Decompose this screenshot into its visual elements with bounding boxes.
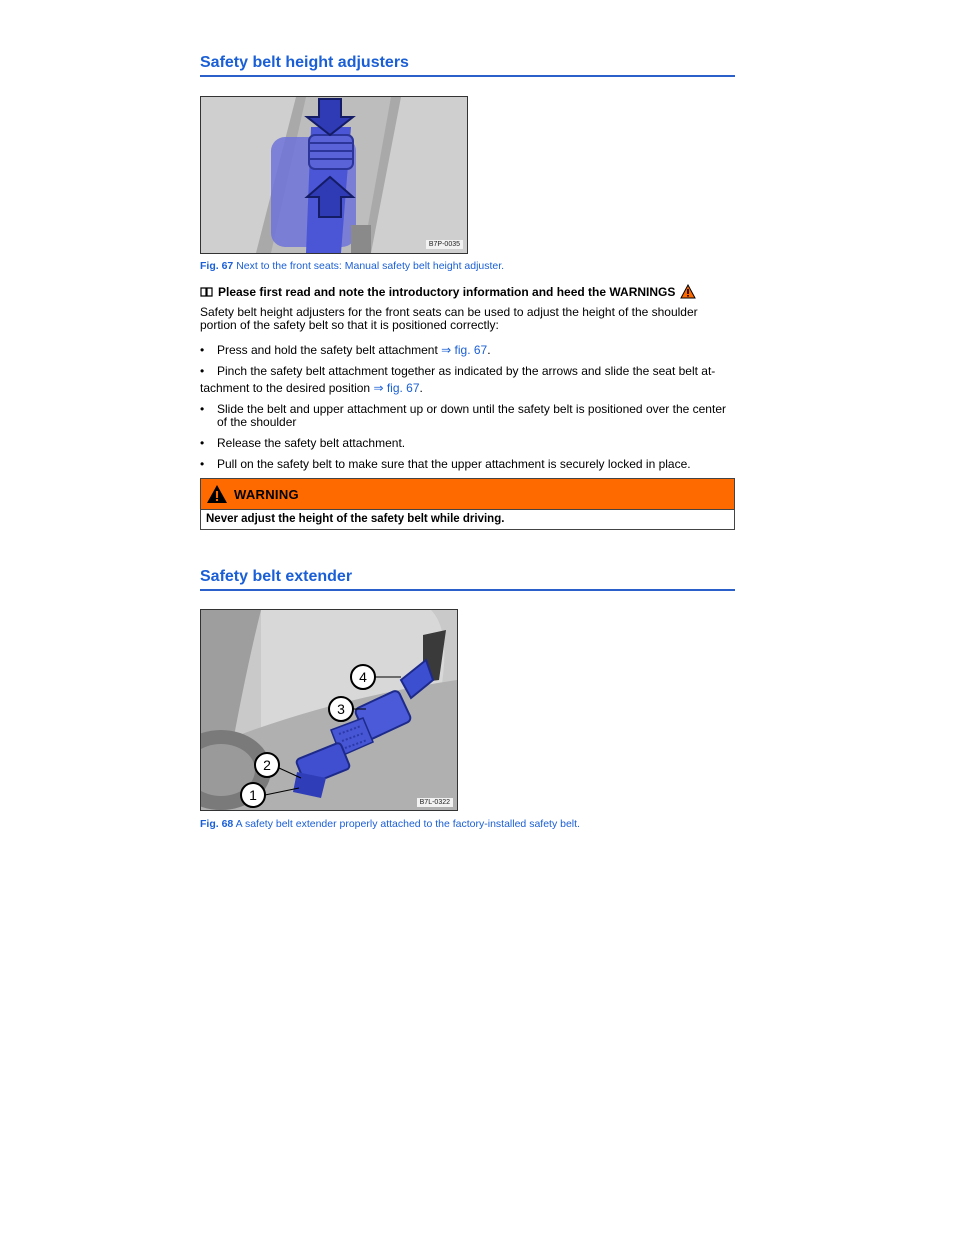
caption-label: Fig. 67: [200, 260, 234, 272]
list-item: • Pull on the safety belt to make sure that the upper attachment is securely locked in place.: [200, 458, 735, 471]
callout-2: 2: [263, 757, 271, 773]
instruction-list: [200, 344, 735, 479]
section-title-height-adjusters: Safety belt height adjusters: [200, 54, 735, 77]
book-icon: [200, 287, 213, 297]
caption-label: Fig. 68: [200, 818, 234, 830]
list-item: • Release the safety belt attachment.: [200, 437, 735, 450]
fig-link[interactable]: ⇒ fig. 67: [441, 343, 488, 357]
list-item: • Pinch the safety belt attachment together as indicated by the arrows and slide the seat belt at-: [200, 365, 735, 378]
intro-paragraph: Safety belt height adjusters for the front seats can be used to adjust the height of the shoulder portion of the safety belt so that it is positioned correctly:: [200, 305, 698, 332]
section-title-belt-extender: Safety belt extender: [200, 568, 735, 591]
figure-67-caption: [200, 260, 504, 272]
intro-text: Please first read and note the introductory information and heed the WARNINGS: [218, 284, 676, 299]
height-adjuster-illustration: [201, 97, 467, 253]
intro-note: [200, 284, 696, 299]
figure-code: B7P-0035: [426, 240, 463, 249]
warning-box: [200, 478, 735, 530]
figure-68-belt-extender: [200, 609, 458, 811]
list-item: • Slide the belt and upper attachment up or down until the safety belt is positioned over the center of the shoulder: [200, 403, 735, 429]
figure-68-caption: [200, 818, 580, 830]
warning-text: Never adjust the height of the safety belt while driving.: [201, 509, 734, 529]
fig-link[interactable]: ⇒ fig. 67: [373, 381, 420, 395]
callout-4: 4: [359, 669, 367, 685]
warning-header: [201, 479, 734, 509]
callout-3: 3: [337, 701, 345, 717]
warning-triangle-icon: [206, 484, 228, 504]
figure-67-height-adjuster: [200, 96, 468, 254]
callout-1: 1: [249, 787, 257, 803]
warning-title: WARNING: [234, 486, 299, 502]
list-item: • Press and hold the safety belt attachment ⇒ fig. 67.: [200, 344, 735, 357]
warning-triangle-icon: [680, 284, 696, 299]
caption-text: A safety belt extender properly attached to the factory-installed safety belt.: [235, 818, 580, 830]
belt-extender-illustration: [201, 610, 457, 810]
figure-code: B7L-0322: [417, 798, 453, 807]
list-item-continuation: tachment to the desired position ⇒ fig. 67.: [200, 381, 423, 395]
caption-text: Next to the front seats: Manual safety belt height adjuster.: [236, 260, 505, 272]
